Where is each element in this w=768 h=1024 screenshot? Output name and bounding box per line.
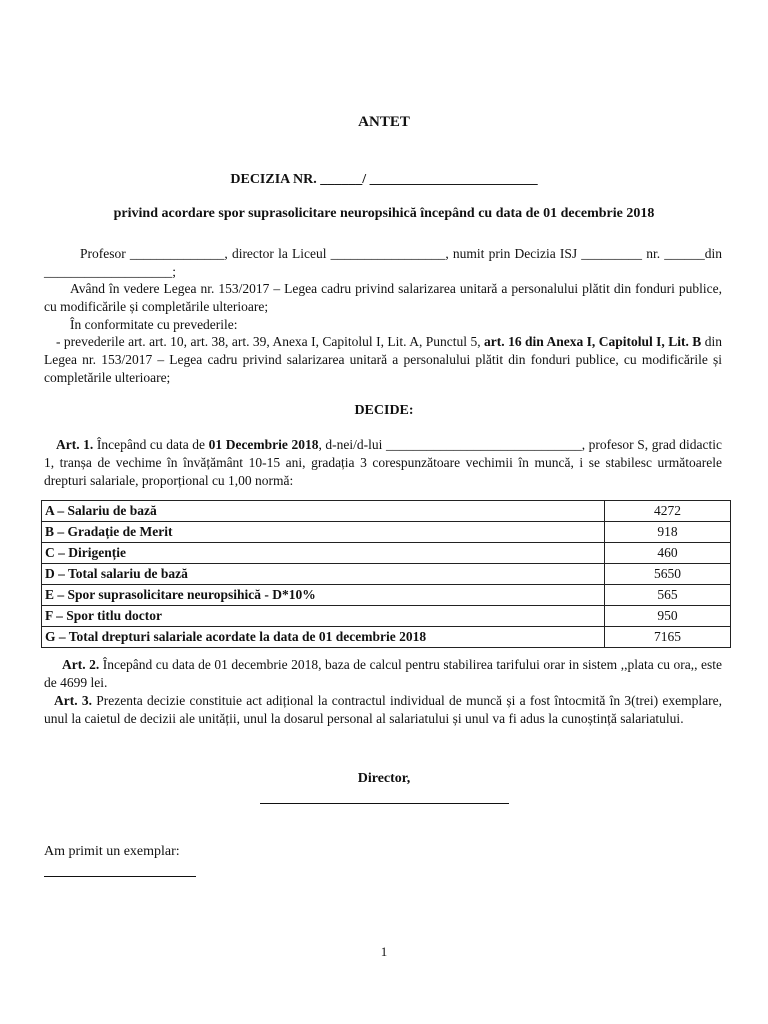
- salary-item-value: 4272: [605, 501, 731, 522]
- salary-item-label: E – Spor suprasolicitare neuropsihică - D*10%: [42, 585, 605, 606]
- decision-number: DECIZIA NR. ______/ ________________________: [230, 172, 538, 187]
- article-2-label: Art. 2.: [62, 657, 100, 672]
- article-2-text: Începând cu data de 01 decembrie 2018, baza de calcul pentru stabilirea tarifului orar in sistem ,,plata cu ora,, este de 4699 lei.: [44, 657, 722, 690]
- paragraph-provisions: [44, 333, 722, 387]
- salary-item-value: 565: [605, 585, 731, 606]
- provisions-text-bold: art. 16 din Anexa I, Capitolul I, Lit. B: [484, 334, 702, 349]
- table-row: [42, 606, 731, 627]
- paragraph-director: [44, 245, 722, 281]
- table-row: [42, 627, 731, 648]
- page-number: 1: [380, 944, 388, 959]
- article-1-date: 01 Decembrie 2018: [208, 437, 319, 452]
- table-row: [42, 543, 731, 564]
- provisions-text-b: din Legea nr. 153/2017 – Legea cadru privind salarizarea unitară a personalului plătit din fonduri publice, cu modificările și completările ulterioare;: [44, 334, 722, 385]
- decide-heading: DECIDE:: [354, 403, 414, 418]
- paragraph-conformity: [44, 316, 722, 334]
- salary-table: [41, 500, 731, 648]
- article-3-text: Prezenta decizie constituie act adițional la contractul individual de muncă și a fost întocmită în 3(trei) exemplare, unul la caietul de decizii ale unității, unul la dosarul personal al salariatului și unul va fi adus la cunoștință salariatului.: [44, 693, 722, 726]
- header-title: ANTET: [358, 114, 410, 130]
- director-label: Director,: [357, 771, 411, 786]
- article-3-label: Art. 3.: [54, 693, 93, 708]
- salary-item-label: A – Salariu de bază: [42, 501, 605, 522]
- article-2: [44, 656, 722, 692]
- table-row: [42, 585, 731, 606]
- article-1: [44, 436, 722, 490]
- director-signature-line: [260, 803, 509, 804]
- table-row: [42, 564, 731, 585]
- article-1-text-a: Începând cu data de: [93, 437, 209, 452]
- article-3: [44, 692, 722, 728]
- acknowledgement-label: Am primit un exemplar:: [44, 844, 180, 859]
- salary-item-label: D – Total salariu de bază: [42, 564, 605, 585]
- salary-item-value: 7165: [605, 627, 731, 648]
- paragraph-director-text: Profesor ______________, director la Liceul _________________, numit prin Decizia ISJ _________ nr. ______din ___________________;: [44, 246, 722, 279]
- paragraph-legal-basis: [44, 280, 722, 316]
- article-1-label: Art. 1.: [56, 437, 94, 452]
- article-1-text-b: , d-nei/d-lui _____________________________, profesor S, grad didactic 1, tranșa de vechime în învățământ 10-15 ani, gradația 3 corespunzătoare vechimii în muncă, i se stabilesc următoarele drepturi salariale, proporțional cu 1,00 normă:: [44, 437, 722, 488]
- table-row: [42, 522, 731, 543]
- provisions-text-a: - prevederile art. art. 10, art. 38, art. 39, Anexa I, Capitolul I, Lit. A, Punctul 5,: [56, 334, 485, 349]
- salary-item-value: 460: [605, 543, 731, 564]
- salary-item-value: 918: [605, 522, 731, 543]
- salary-item-label: G – Total drepturi salariale acordate la data de 01 decembrie 2018: [42, 627, 605, 648]
- salary-item-value: 5650: [605, 564, 731, 585]
- decision-subject: privind acordare spor suprasolicitare neuropsihică începând cu data de 01 decembrie 2018: [113, 206, 655, 221]
- salary-item-label: C – Dirigenție: [42, 543, 605, 564]
- salary-item-value: 950: [605, 606, 731, 627]
- salary-item-label: B – Gradație de Merit: [42, 522, 605, 543]
- paragraph-conformity-text: În conformitate cu prevederile:: [70, 317, 238, 332]
- table-row: [42, 501, 731, 522]
- acknowledgement-signature-line: [44, 876, 196, 877]
- paragraph-legal-basis-text: Având în vedere Legea nr. 153/2017 – Legea cadru privind salarizarea unitară a personalului plătit din fonduri publice, cu modificările și completările ulterioare;: [44, 281, 722, 314]
- salary-item-label: F – Spor titlu doctor: [42, 606, 605, 627]
